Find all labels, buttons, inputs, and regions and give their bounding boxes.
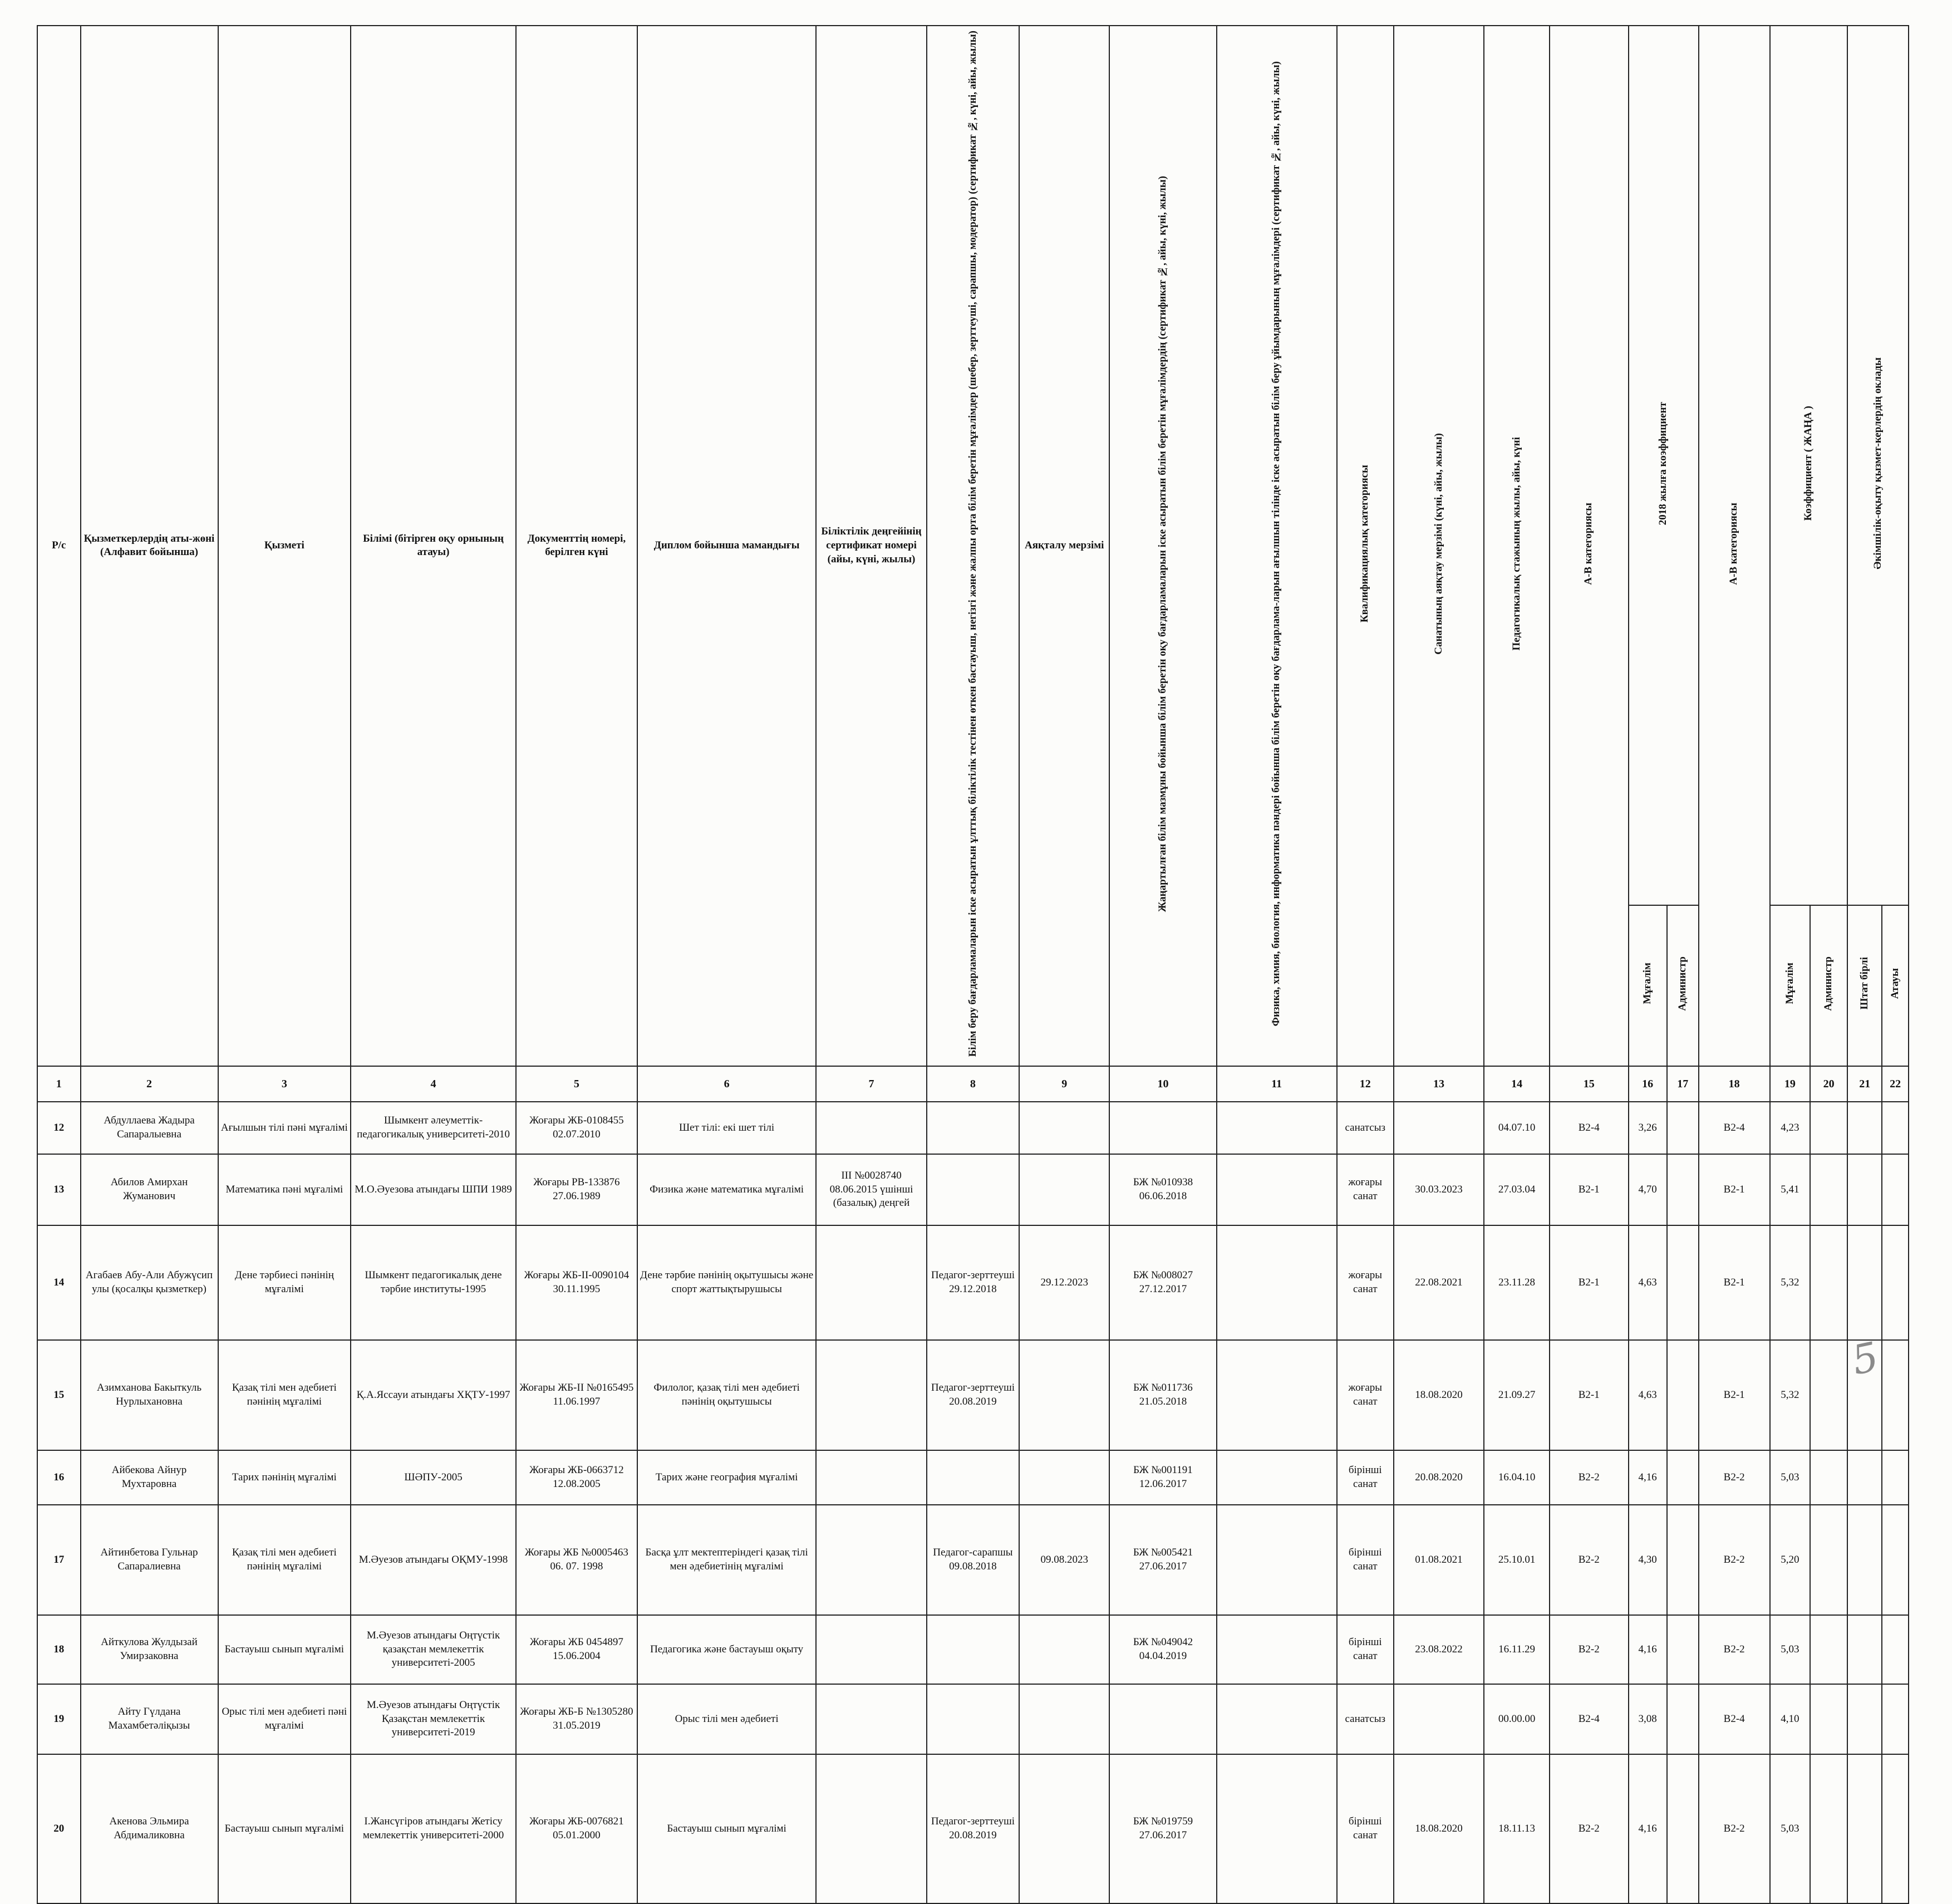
table-cell: 20 (37, 1754, 81, 1903)
table-cell: В2-2 (1699, 1450, 1770, 1505)
table-cell: В2-2 (1550, 1754, 1629, 1903)
table-row (37, 1340, 1909, 1450)
table-cell (816, 1450, 926, 1505)
table-cell: Жоғары ЖБ-II №0165495 11.06.1997 (516, 1340, 637, 1450)
column-number: 4 (351, 1066, 516, 1102)
header-category-end-date: Санатының аяқтау мерзімі (күні, айы, жылы) (1394, 26, 1484, 1066)
table-cell: БЖ №005421 27.06.2017 (1109, 1505, 1216, 1615)
table-cell: санатсыз (1337, 1684, 1394, 1754)
table-cell: 18.08.2020 (1394, 1340, 1484, 1450)
table-cell (1810, 1225, 1847, 1340)
table-row (37, 1225, 1909, 1340)
table-cell: В2-4 (1550, 1102, 1629, 1154)
table-cell (1019, 1450, 1109, 1505)
table-cell: 16 (37, 1450, 81, 1505)
table-cell: Қазақ тілі мен әдебиеті пәнінің мұғалімі (218, 1340, 351, 1450)
table-cell: В2-2 (1699, 1505, 1770, 1615)
table-cell (1217, 1154, 1337, 1225)
table-cell (927, 1615, 1019, 1684)
table-cell: В2-1 (1699, 1154, 1770, 1225)
table-cell: жоғары санат (1337, 1340, 1394, 1450)
table-cell (1667, 1754, 1699, 1903)
table-cell: 13 (37, 1154, 81, 1225)
table-cell: 19 (37, 1684, 81, 1754)
table-cell: В2-4 (1699, 1102, 1770, 1154)
table-cell (1667, 1340, 1699, 1450)
table-cell: В2-2 (1699, 1615, 1770, 1684)
table-cell: Жоғары ЖБ-II-0090104 30.11.1995 (516, 1225, 637, 1340)
table-cell (1882, 1615, 1909, 1684)
header-specialty: Диплом бойынша мамандығы (637, 26, 816, 1066)
table-cell: 5,32 (1770, 1225, 1810, 1340)
table-row (37, 1450, 1909, 1505)
table-cell (1217, 1754, 1337, 1903)
table-cell: 5,20 (1770, 1505, 1810, 1615)
table-cell: Қ.А.Яссауи атындағы ХҚТУ-1997 (351, 1340, 516, 1450)
table-cell: 22.08.2021 (1394, 1225, 1484, 1340)
table-cell: Шымкент педагогикалық дене тәрбие институты-1995 (351, 1225, 516, 1340)
header-updated-content-cert: Жаңартылған білім мазмұны бойынша білім беретін оқу бағдарламаларын іске асыратын білім беретін мұғалімдердің (сертификат №, айы, күні, жылы) (1109, 26, 1216, 1066)
table-cell (1217, 1684, 1337, 1754)
table-row (37, 1754, 1909, 1903)
header-education: Білімі (бітірген оқу орнының атауы) (351, 26, 516, 1066)
header-ab-category: А-В категориясы (1550, 26, 1629, 1066)
table-cell (1019, 1102, 1109, 1154)
table-cell: Азимханова Бакыткуль Нурлыхановна (81, 1340, 218, 1450)
table-cell (1667, 1154, 1699, 1225)
column-number: 15 (1550, 1066, 1629, 1102)
header-english-subjects-cert: Физика, химия, биология, информатика пәндері бойынша білім беретін оқу бағдарлама-ларын ағылшын тілінде іске асыратын білім беру ұйымдарының мұғалімдері (сертификат №, айы, күні, жылы) (1217, 26, 1337, 1066)
table-cell: Педагог-зерттеуші 20.08.2019 (927, 1340, 1019, 1450)
table-cell: Педагог-зерттеуші 20.08.2019 (927, 1754, 1019, 1903)
table-cell: БЖ №010938 06.06.2018 (1109, 1154, 1216, 1225)
column-number: 3 (218, 1066, 351, 1102)
table-cell: В2-1 (1699, 1340, 1770, 1450)
table-cell (1667, 1615, 1699, 1684)
table-cell (816, 1102, 926, 1154)
table-cell: 30.03.2023 (1394, 1154, 1484, 1225)
table-cell: Шымкент әлеуметтік-педагогикалық университеті-2010 (351, 1102, 516, 1154)
table-cell: 20.08.2020 (1394, 1450, 1484, 1505)
header-national-test: Білім беру бағдарламаларын іске асыратын ұлттық біліктілік тестінен өткен бастауыш, негізгі және жалпы орта білім беретін мұғалімдер (шебер, зерттеуші, сарапшы, модератор) (сертификат №, күні, айы, жылы) (927, 26, 1019, 1066)
table-cell: 5,03 (1770, 1450, 1810, 1505)
column-number-row (37, 1066, 1909, 1102)
header-coefficient-2018: 2018 жылға коэффициент (1629, 26, 1699, 905)
column-number: 10 (1109, 1066, 1216, 1102)
table-cell: Абилов Амирхан Жуманович (81, 1154, 218, 1225)
table-cell (1019, 1684, 1109, 1754)
table-row (37, 1505, 1909, 1615)
table-body (37, 1066, 1909, 1903)
table-cell: 4,16 (1629, 1450, 1667, 1505)
table-cell (816, 1684, 926, 1754)
table-cell (927, 1102, 1019, 1154)
header-teaching-experience: Педагогикалық стажының жылы, айы, күні (1484, 26, 1550, 1066)
table-cell: ШӘПУ-2005 (351, 1450, 516, 1505)
table-cell: Айткулова Жулдызай Умирзаковна (81, 1615, 218, 1684)
table-cell (1109, 1684, 1216, 1754)
table-cell: БЖ №011736 21.05.2018 (1109, 1340, 1216, 1450)
table-cell (927, 1154, 1019, 1225)
table-cell: 21.09.27 (1484, 1340, 1550, 1450)
header-fullname: Қызметкерлердің аты-жөні (Алфавит бойынша) (81, 26, 218, 1066)
table-cell (1882, 1450, 1909, 1505)
table-row (37, 1102, 1909, 1154)
table-cell (816, 1340, 926, 1450)
table-cell: Педагог-зерттеуші 29.12.2018 (927, 1225, 1019, 1340)
table-cell: санатсыз (1337, 1102, 1394, 1154)
table-cell: жоғары санат (1337, 1225, 1394, 1340)
header-coefficient-new: Коэффициент ( ЖАҢА ) (1770, 26, 1848, 905)
table-cell: В2-1 (1699, 1225, 1770, 1340)
table-cell: М.Әуезов атындағы ОҚМУ-1998 (351, 1505, 516, 1615)
column-number: 20 (1810, 1066, 1847, 1102)
table-cell: Абдуллаева Жадыра Сапаралыевна (81, 1102, 218, 1154)
table-cell: Филолог, қазақ тілі мен әдебиеті пәнінің оқытушысы (637, 1340, 816, 1450)
table-cell: 3,08 (1629, 1684, 1667, 1754)
table-cell (1019, 1154, 1109, 1225)
table-cell: 23.11.28 (1484, 1225, 1550, 1340)
table-cell (1882, 1154, 1909, 1225)
table-cell: 16.04.10 (1484, 1450, 1550, 1505)
column-number: 12 (1337, 1066, 1394, 1102)
column-number: 5 (516, 1066, 637, 1102)
header-expiry: Аяқталу мерзімі (1019, 26, 1109, 1066)
table-cell (1019, 1615, 1109, 1684)
table-cell (1847, 1615, 1882, 1684)
table-cell (1847, 1684, 1882, 1754)
table-cell: Тарих және география мұғалімі (637, 1450, 816, 1505)
table-cell: БЖ №049042 04.04.2019 (1109, 1615, 1216, 1684)
table-row (37, 1154, 1909, 1225)
header-position: Қызметі (218, 26, 351, 1066)
table-cell: Дене тәрбиесі пәнінің мұғалімі (218, 1225, 351, 1340)
table-cell (1217, 1225, 1337, 1340)
table-cell: Жоғары ЖБ-0076821 05.01.2000 (516, 1754, 637, 1903)
handwritten-page-number: 5 (1847, 1333, 1883, 1384)
subheader-admin: Администр (1667, 905, 1699, 1066)
table-row (37, 1615, 1909, 1684)
table-cell: Акенова Эльмира Абдималиковна (81, 1754, 218, 1903)
column-number: 17 (1667, 1066, 1699, 1102)
table-cell (1667, 1684, 1699, 1754)
table-cell: 18.08.2020 (1394, 1754, 1484, 1903)
table-cell: 12 (37, 1102, 81, 1154)
table-cell: 3,26 (1629, 1102, 1667, 1154)
table-cell: Жоғары ЖБ 0454897 15.06.2004 (516, 1615, 637, 1684)
table-cell (816, 1505, 926, 1615)
column-number: 1 (37, 1066, 81, 1102)
table-cell (1882, 1684, 1909, 1754)
table-cell: Математика пәні мұғалімі (218, 1154, 351, 1225)
table-cell (1810, 1340, 1847, 1450)
table-cell (1882, 1754, 1909, 1903)
table-cell: В2-1 (1550, 1340, 1629, 1450)
table-cell: 4,63 (1629, 1225, 1667, 1340)
column-number: 13 (1394, 1066, 1484, 1102)
table-cell (1882, 1505, 1909, 1615)
table-cell: бірінші санат (1337, 1505, 1394, 1615)
table-cell: 29.12.2023 (1019, 1225, 1109, 1340)
table-cell: 4,63 (1629, 1340, 1667, 1450)
table-cell: В2-1 (1550, 1225, 1629, 1340)
table-cell: В2-4 (1550, 1684, 1629, 1754)
table-cell (1217, 1505, 1337, 1615)
table-cell: 17 (37, 1505, 81, 1615)
table-cell: Физика және математика мұғалімі (637, 1154, 816, 1225)
table-cell (1847, 1754, 1882, 1903)
table-cell: В2-4 (1699, 1684, 1770, 1754)
table-cell (927, 1450, 1019, 1505)
table-cell (1217, 1615, 1337, 1684)
table-cell (1217, 1340, 1337, 1450)
table-cell: БЖ №019759 27.06.2017 (1109, 1754, 1216, 1903)
table-cell: 27.03.04 (1484, 1154, 1550, 1225)
table-cell: Бастауыш сынып мұғалімі (218, 1615, 351, 1684)
table-cell: 18.11.13 (1484, 1754, 1550, 1903)
table-cell: 01.08.2021 (1394, 1505, 1484, 1615)
table-cell: 16.11.29 (1484, 1615, 1550, 1684)
header-qualification-category: Квалификациялық категориясы (1337, 26, 1394, 1066)
table-cell: Ағылшын тілі пәні мұғалімі (218, 1102, 351, 1154)
table-cell: В2-2 (1550, 1615, 1629, 1684)
column-number: 6 (637, 1066, 816, 1102)
table-cell (1882, 1340, 1909, 1450)
column-number: 19 (1770, 1066, 1810, 1102)
table-cell (1667, 1450, 1699, 1505)
table-cell: 09.08.2023 (1019, 1505, 1109, 1615)
table-cell: В2-1 (1550, 1154, 1629, 1225)
table-cell (1667, 1102, 1699, 1154)
table-cell: Тарих пәнінің мұғалімі (218, 1450, 351, 1505)
table-cell (1810, 1754, 1847, 1903)
table-cell: Педагогика және бастауыш оқыту (637, 1615, 816, 1684)
table-cell: 4,16 (1629, 1754, 1667, 1903)
column-number: 16 (1629, 1066, 1667, 1102)
table-cell (1847, 1225, 1882, 1340)
table-cell (1394, 1102, 1484, 1154)
table-cell: Орыс тілі мен әдебиеті пәні мұғалімі (218, 1684, 351, 1754)
column-number: 22 (1882, 1066, 1909, 1102)
table-cell (927, 1684, 1019, 1754)
subheader-title: Атауы (1882, 905, 1909, 1066)
table-cell: Қазақ тілі мен әдебиеті пәнінің мұғалімі (218, 1505, 351, 1615)
table-cell: Шет тілі: екі шет тілі (637, 1102, 816, 1154)
table-cell: 5,32 (1770, 1340, 1810, 1450)
table-cell: В2-2 (1550, 1505, 1629, 1615)
column-number: 14 (1484, 1066, 1550, 1102)
table-cell (1109, 1102, 1216, 1154)
table-cell: Айбекова Айнур Мухтаровна (81, 1450, 218, 1505)
table-cell (816, 1615, 926, 1684)
table-cell: Бастауыш сынып мұғалімі (637, 1754, 816, 1903)
table-cell: 4,23 (1770, 1102, 1810, 1154)
column-number: 9 (1019, 1066, 1109, 1102)
header-document: Документтің номері, берілген күні (516, 26, 637, 1066)
header-qualification-cert: Біліктілік деңгейінің сертификат номері (айы, күні, жылы) (816, 26, 926, 1066)
table-cell: Орыс тілі мен әдебиеті (637, 1684, 816, 1754)
table-cell: Жоғары ЖБ №0005463 06. 07. 1998 (516, 1505, 637, 1615)
table-cell (1810, 1615, 1847, 1684)
table-cell: бірінші санат (1337, 1615, 1394, 1684)
table-cell: III №0028740 08.06.2015 үшінші (базалық) деңгей (816, 1154, 926, 1225)
table-cell: 4,10 (1770, 1684, 1810, 1754)
table-cell (1810, 1684, 1847, 1754)
table-cell: 15 (37, 1340, 81, 1450)
subheader-admin-new: Администр (1810, 905, 1847, 1066)
table-cell: 04.07.10 (1484, 1102, 1550, 1154)
subheader-teacher: Мұғалім (1629, 905, 1667, 1066)
table-cell: 5,41 (1770, 1154, 1810, 1225)
table-cell (1810, 1450, 1847, 1505)
table-cell: 4,70 (1629, 1154, 1667, 1225)
table-cell: Жоғары ЖБ-Б №1305280 31.05.2019 (516, 1684, 637, 1754)
table-cell (1667, 1505, 1699, 1615)
table-cell (1217, 1102, 1337, 1154)
table-cell (1847, 1154, 1882, 1225)
table-cell: 4,30 (1629, 1505, 1667, 1615)
table-cell: Педагог-сарапшы 09.08.2018 (927, 1505, 1019, 1615)
table-cell (1667, 1225, 1699, 1340)
column-number: 11 (1217, 1066, 1337, 1102)
table-cell: І.Жансүгіров атындағы Жетісу мемлекеттік университеті-2000 (351, 1754, 516, 1903)
column-number: 2 (81, 1066, 218, 1102)
table-cell (1847, 1505, 1882, 1615)
table-cell: бірінші санат (1337, 1450, 1394, 1505)
table-cell: 14 (37, 1225, 81, 1340)
table-cell: Басқа ұлт мектептеріндегі қазақ тілі мен әдебиетінің мұғалімі (637, 1505, 816, 1615)
table-cell: В2-2 (1699, 1754, 1770, 1903)
column-number: 8 (927, 1066, 1019, 1102)
table-cell: Дене тәрбие пәнінің оқытушысы және спорт жаттықтырушысы (637, 1225, 816, 1340)
table-cell (1810, 1505, 1847, 1615)
table-cell (1217, 1450, 1337, 1505)
column-number: 7 (816, 1066, 926, 1102)
table-cell: Жоғары РВ-133876 27.06.1989 (516, 1154, 637, 1225)
subheader-teacher-new: Мұғалім (1770, 905, 1810, 1066)
table-cell: 4,16 (1629, 1615, 1667, 1684)
table-row (37, 1684, 1909, 1754)
table-cell (1847, 1102, 1882, 1154)
table-cell: 18 (37, 1615, 81, 1684)
subheader-staff-unit: Штат бірлі (1847, 905, 1882, 1066)
table-cell (1810, 1154, 1847, 1225)
table-cell: Жоғары ЖБ-0108455 02.07.2010 (516, 1102, 637, 1154)
table-cell: 5,03 (1770, 1615, 1810, 1684)
table-cell: М.Әуезов атындағы Оңтүстік Қазақстан мемлекеттік университеті-2019 (351, 1684, 516, 1754)
table-cell (1019, 1754, 1109, 1903)
table-cell (1394, 1684, 1484, 1754)
table-cell (816, 1225, 926, 1340)
table-cell: БЖ №001191 12.06.2017 (1109, 1450, 1216, 1505)
header-admin-salary: Әкімшілік-оқыту қызмет-керлердің оклады (1847, 26, 1909, 905)
column-number: 21 (1847, 1066, 1882, 1102)
table-cell: Агабаев Абу-Али Абужүсип улы (қосалқы қызметкер) (81, 1225, 218, 1340)
table-cell (1810, 1102, 1847, 1154)
table-cell: 25.10.01 (1484, 1505, 1550, 1615)
table-cell: 23.08.2022 (1394, 1615, 1484, 1684)
table-cell (1882, 1102, 1909, 1154)
table-cell (816, 1754, 926, 1903)
table-cell: бірінші санат (1337, 1754, 1394, 1903)
table-cell: Бастауыш сынып мұғалімі (218, 1754, 351, 1903)
table-cell: жоғары санат (1337, 1154, 1394, 1225)
table-cell: М.О.Әуезова атындағы ШПИ 1989 (351, 1154, 516, 1225)
column-number: 18 (1699, 1066, 1770, 1102)
header-index: Р/с (37, 26, 81, 1066)
table-cell: 5,03 (1770, 1754, 1810, 1903)
table-cell: 00.00.00 (1484, 1684, 1550, 1754)
header-ab-category-2: А-В категориясы (1699, 26, 1770, 1066)
staff-table (37, 25, 1909, 1904)
table-cell: Айтинбетова Гульнар Сапаралиевна (81, 1505, 218, 1615)
table-cell (1019, 1340, 1109, 1450)
table-cell: Айту Гүлдана Махамбетәліқызы (81, 1684, 218, 1754)
table-cell: БЖ №008027 27.12.2017 (1109, 1225, 1216, 1340)
table-cell: М.Әуезов атындағы Оңтүстік қазақстан мемлекеттік университеті-2005 (351, 1615, 516, 1684)
table-cell (1847, 1450, 1882, 1505)
table-cell: Жоғары ЖБ-0663712 12.08.2005 (516, 1450, 637, 1505)
table-cell: В2-2 (1550, 1450, 1629, 1505)
table-cell (1882, 1225, 1909, 1340)
